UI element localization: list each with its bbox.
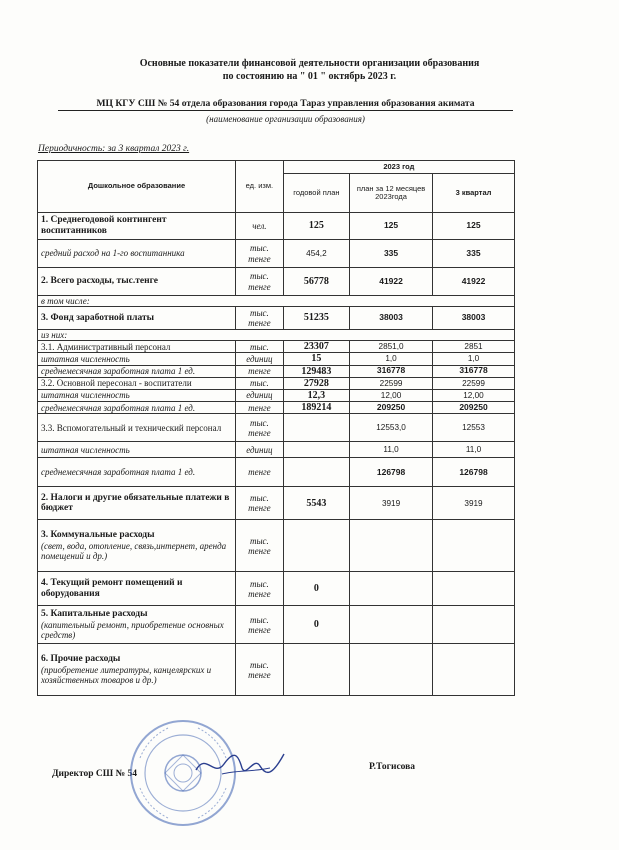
cell-q3: 126798 xyxy=(433,458,515,487)
row-label xyxy=(38,487,236,520)
row-unit: тыс. тенге xyxy=(236,240,284,268)
row-label xyxy=(38,341,236,353)
row-label-text: 2. Налоги и другие обязательные платежи в бюджет xyxy=(41,492,230,514)
row-label-text: штатная численность xyxy=(41,353,130,364)
cell-plan12: 1,0 xyxy=(350,353,433,365)
cell-q3: 12,00 xyxy=(433,389,515,401)
row-label-text: 3. Коммунальные расходы xyxy=(41,530,155,541)
organization-note: (наименование организации образования) xyxy=(206,114,365,124)
cell-q3 xyxy=(433,606,515,644)
row-label xyxy=(38,572,236,606)
cell-q3: 209250 xyxy=(433,402,515,414)
row-unit: тенге xyxy=(236,458,284,487)
director-name: Р.Тогисова xyxy=(369,762,416,772)
row-label xyxy=(38,268,236,296)
cell-plan: 56778 xyxy=(283,268,349,296)
row-label-text: 4. Текущий ремонт помещений и оборудования xyxy=(41,578,183,599)
director-title: Директор СШ № 54 xyxy=(52,769,138,779)
cell-q3: 125 xyxy=(433,213,515,240)
cell-q3: 11,0 xyxy=(433,442,515,458)
table-row xyxy=(38,268,515,296)
cell-q3: 38003 xyxy=(433,307,515,330)
cell-plan: 129483 xyxy=(283,365,349,377)
cell-plan12: 41922 xyxy=(350,268,433,296)
cell-q3: 12553 xyxy=(433,414,515,442)
table-row xyxy=(38,365,515,377)
row-label xyxy=(38,365,236,377)
row-label xyxy=(38,240,236,268)
table-row xyxy=(38,377,515,389)
row-label xyxy=(38,353,236,365)
cell-q3 xyxy=(433,644,515,696)
cell-plan: 5543 xyxy=(283,487,349,520)
table-row xyxy=(38,341,515,353)
cell-plan: 0 xyxy=(283,606,349,644)
row-unit: тыс. тенге xyxy=(236,307,284,330)
cell-plan: 27928 xyxy=(283,377,349,389)
table-row xyxy=(38,572,515,606)
row-label-text: 3.3. Вспомогательный и технический персонал xyxy=(41,422,222,433)
table-row xyxy=(38,414,515,442)
row-label-text: 3.2. Основной пересонал - воспитатели xyxy=(41,378,192,389)
table-row xyxy=(38,307,515,330)
row-unit: тыс. тенге xyxy=(236,572,284,606)
row-label xyxy=(38,307,236,330)
cell-plan xyxy=(283,458,349,487)
cell-q3: 2851 xyxy=(433,341,515,353)
row-label: в том числе: xyxy=(38,296,515,307)
row-label-text: среднемесячная заработная плата 1 ед. xyxy=(41,467,196,478)
cell-plan xyxy=(283,414,349,442)
row-label xyxy=(38,414,236,442)
row-unit: единиц xyxy=(236,442,284,458)
row-label-text: штатная численность xyxy=(41,444,130,455)
cell-plan12: 12,00 xyxy=(350,389,433,401)
row-label: из них: xyxy=(38,330,515,341)
cell-plan: 0 xyxy=(283,572,349,606)
row-unit: тыс. xyxy=(236,377,284,389)
cell-plan: 189214 xyxy=(283,402,349,414)
cell-q3: 335 xyxy=(433,240,515,268)
row-label-note: (приобретение литературы, канцелярских и хозяйственных товаров и др.) xyxy=(41,665,212,686)
row-label-text: 2. Всего расходы, тыс.тенге xyxy=(41,276,158,287)
cell-plan xyxy=(283,442,349,458)
cell-plan12: 2851,0 xyxy=(350,341,433,353)
row-unit: тенге xyxy=(236,402,284,414)
row-unit: тенге xyxy=(236,365,284,377)
cell-q3: 1,0 xyxy=(433,353,515,365)
row-label xyxy=(38,402,236,414)
cell-plan: 125 xyxy=(283,213,349,240)
cell-q3 xyxy=(433,572,515,606)
row-unit: тыс. тенге xyxy=(236,268,284,296)
row-label-text: средний расход на 1-го воспитанника xyxy=(41,248,185,259)
header-annual-plan: годовой план xyxy=(283,174,349,213)
row-label xyxy=(38,213,236,240)
row-label-text: 1. Среднегодовой контингент воспитанников xyxy=(41,215,167,236)
row-unit: тыс. xyxy=(236,341,284,353)
table-row xyxy=(38,487,515,520)
row-label xyxy=(38,442,236,458)
row-label-text: 3.1. Административный персонал xyxy=(41,341,171,352)
cell-plan12: 126798 xyxy=(350,458,433,487)
row-label xyxy=(38,520,236,572)
cell-plan: 51235 xyxy=(283,307,349,330)
row-unit: тыс. тенге xyxy=(236,520,284,572)
financial-indicators-table xyxy=(37,160,515,696)
organization-name: МЦ КГУ СШ № 54 отдела образования города Тараз управления образования акимата xyxy=(58,98,513,111)
cell-plan: 12,3 xyxy=(283,389,349,401)
table-row xyxy=(38,644,515,696)
table-row xyxy=(38,330,515,341)
row-label xyxy=(38,389,236,401)
cell-plan: 23307 xyxy=(283,341,349,353)
row-label xyxy=(38,458,236,487)
header-unit: ед. изм. xyxy=(236,161,284,213)
cell-plan: 15 xyxy=(283,353,349,365)
cell-plan12 xyxy=(350,644,433,696)
row-label-text: 3. Фонд заработной платы xyxy=(41,312,155,323)
row-unit: тыс. тенге xyxy=(236,487,284,520)
row-label xyxy=(38,606,236,644)
cell-plan12: 12553,0 xyxy=(350,414,433,442)
cell-plan12: 209250 xyxy=(350,402,433,414)
document-title: Основные показатели финансовой деятельности организации образования xyxy=(139,58,480,69)
cell-plan12 xyxy=(350,606,433,644)
table-row xyxy=(38,458,515,487)
cell-plan12 xyxy=(350,520,433,572)
cell-plan12: 125 xyxy=(350,213,433,240)
cell-q3 xyxy=(433,520,515,572)
cell-plan12: 335 xyxy=(350,240,433,268)
table-row xyxy=(38,389,515,401)
table-row xyxy=(38,213,515,240)
cell-plan12: 3919 xyxy=(350,487,433,520)
row-label-text: штатная численность xyxy=(41,390,130,401)
row-unit: тыс. тенге xyxy=(236,606,284,644)
cell-q3: 41922 xyxy=(433,268,515,296)
header-section: Дошкольное образование xyxy=(38,161,236,213)
row-unit: чел. xyxy=(236,213,284,240)
cell-plan12 xyxy=(350,572,433,606)
table-row xyxy=(38,606,515,644)
table-row xyxy=(38,240,515,268)
row-label-text: среднемесячная заработная плата 1 ед. xyxy=(41,366,196,377)
cell-q3: 316778 xyxy=(433,365,515,377)
header-year: 2023 год xyxy=(283,161,514,174)
cell-plan: 454,2 xyxy=(283,240,349,268)
cell-q3: 3919 xyxy=(433,487,515,520)
row-label-text: среднемесячная заработная плата 1 ед. xyxy=(41,402,196,413)
table-row xyxy=(38,353,515,365)
row-label-text: 6. Прочие расходы xyxy=(41,654,121,665)
row-unit: тыс. тенге xyxy=(236,414,284,442)
cell-q3: 22599 xyxy=(433,377,515,389)
row-unit: единиц xyxy=(236,353,284,365)
cell-plan12: 38003 xyxy=(350,307,433,330)
cell-plan12: 11,0 xyxy=(350,442,433,458)
cell-plan12: 316778 xyxy=(350,365,433,377)
row-label xyxy=(38,377,236,389)
document-date: по состоянию на " 01 " октябрь 2023 г. xyxy=(222,71,397,82)
row-label xyxy=(38,644,236,696)
row-unit: единиц xyxy=(236,389,284,401)
table-row xyxy=(38,402,515,414)
table-row xyxy=(38,296,515,307)
header-quarter-3: 3 квартал xyxy=(433,174,515,213)
cell-plan xyxy=(283,644,349,696)
cell-plan xyxy=(283,520,349,572)
row-unit: тыс. тенге xyxy=(236,644,284,696)
table-row xyxy=(38,442,515,458)
table-body xyxy=(38,213,515,696)
row-label-text: 5. Капитальные расходы xyxy=(41,609,148,620)
table-row xyxy=(38,520,515,572)
row-label-note: (свет, вода, отопление, связь,интернет, аренда помещений и др.) xyxy=(41,541,227,562)
signature-icon xyxy=(192,748,287,784)
row-label-note: (капительный ремонт, приобретение основных средств) xyxy=(41,620,224,641)
cell-plan12: 22599 xyxy=(350,377,433,389)
periodicity: Периодичность: за 3 квартал 2023 г. xyxy=(38,144,190,154)
header-plan-12-months: план за 12 месяцев 2023года xyxy=(350,174,433,213)
